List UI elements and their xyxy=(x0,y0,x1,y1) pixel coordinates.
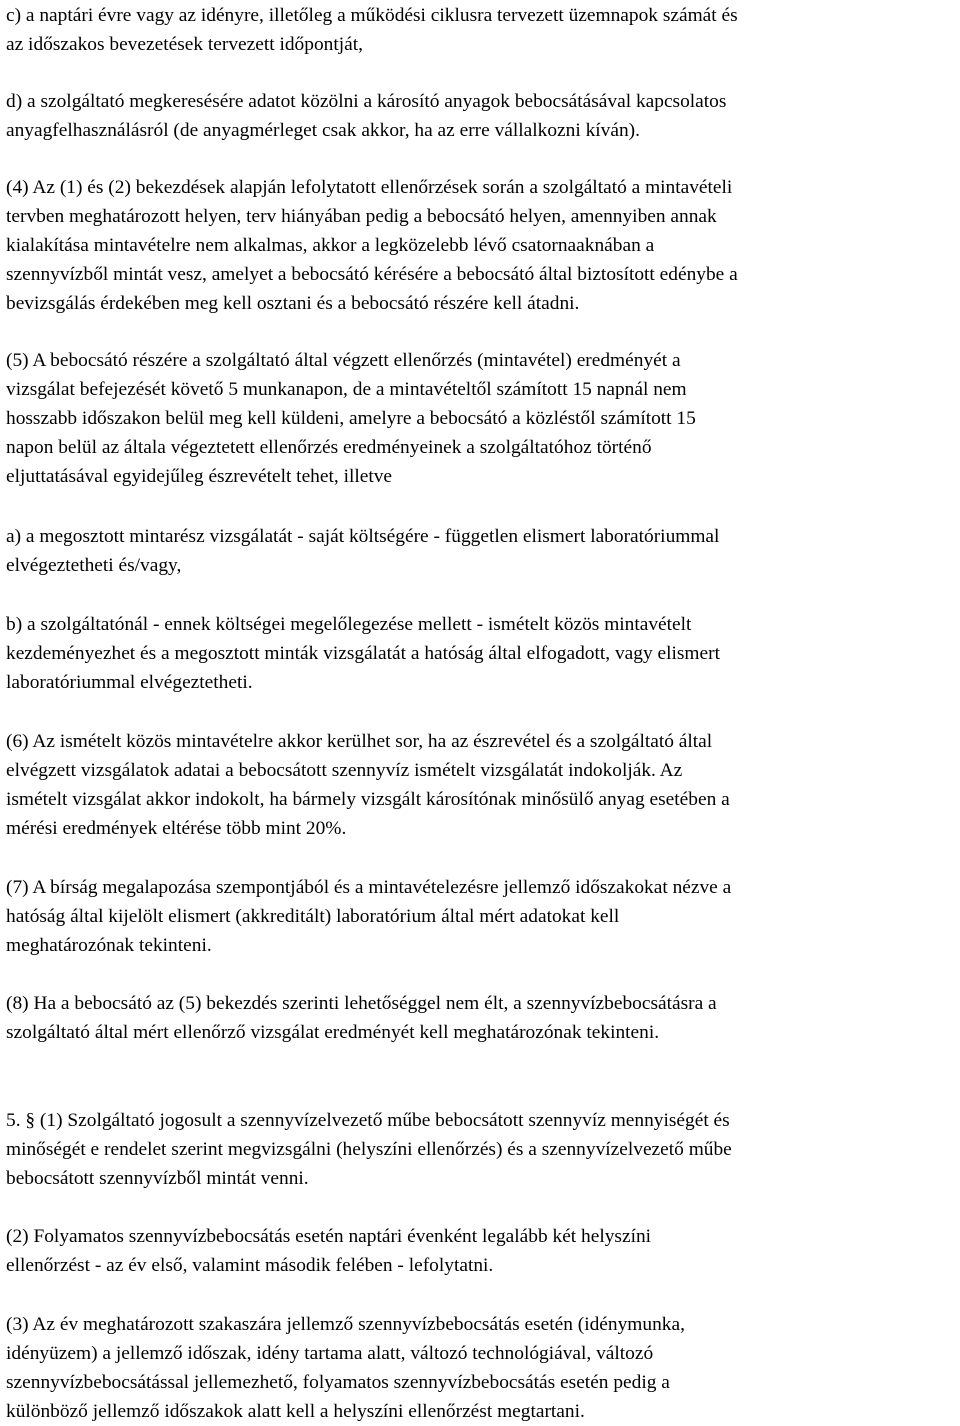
text-line: minőségét e rendelet szerint megvizsgálni (helyszíni ellenőrzés) és a szennyvízelvezető műbe xyxy=(6,1139,732,1160)
paragraph-b-item xyxy=(6,610,958,697)
text-line: eljuttatásával egyidejűleg észrevételt tehet, illetve xyxy=(6,466,393,487)
paragraph-8 xyxy=(6,989,958,1047)
paragraph-section-5-3 xyxy=(6,1310,958,1426)
text-line: idényüzem) a jellemző időszak, idény tartama alatt, változó technológiával, változó xyxy=(6,1343,654,1364)
text-line: bebocsátott szennyvízből mintát venni. xyxy=(6,1168,309,1189)
text-line: hatóság által kijelölt elismert (akkreditált) laboratórium által mért adatokat kell xyxy=(6,906,620,927)
text-line: ellenőrzést - az év első, valamint második felében - lefolytatni. xyxy=(6,1255,494,1276)
text-line: anyagfelhasználásról (de anyagmérleget csak akkor, ha az erre vállalkozni kíván). xyxy=(6,120,640,141)
text-line: vizsgálat befejezését követő 5 munkanapon, de a mintavételtől számított 15 napnál nem xyxy=(6,379,687,400)
paragraph-4 xyxy=(6,173,958,318)
text-line: a) a megosztott mintarész vizsgálatát - saját költségére - független elismert laboratóriummal xyxy=(6,526,720,547)
text-line: 5. § (1) Szolgáltató jogosult a szennyvízelvezető műbe bebocsátott szennyvíz mennyiségét és xyxy=(6,1110,730,1131)
text-line: szolgáltató által mért ellenőrző vizsgálat eredményét kell meghatározónak tekinteni. xyxy=(6,1022,660,1043)
text-line: bevizsgálás érdekében meg kell osztani és a bebocsátó részére kell átadni. xyxy=(6,293,580,314)
text-line: kialakítása mintavételre nem alkalmas, akkor a legközelebb lévő csatornaaknában a xyxy=(6,235,655,256)
text-line: (6) Az ismételt közös mintavételre akkor kerülhet sor, ha az észrevétel és a szolgáltató által xyxy=(6,731,713,752)
text-line: ismételt vizsgálat akkor indokolt, ha bármely vizsgált károsítónak minősülő anyag esetében a xyxy=(6,789,730,810)
text-line: (7) A bírság megalapozása szempontjából és a mintavételezésre jellemző időszakokat nézve a xyxy=(6,877,732,898)
text-line: kezdeményezhet és a megosztott minták vizsgálatát a hatóság által elfogadott, vagy elismert xyxy=(6,643,720,664)
text-line: mérési eredmények eltérése több mint 20%. xyxy=(6,818,347,839)
text-line: (2) Folyamatos szennyvízbebocsátás esetén naptári évenként legalább két helyszíni xyxy=(6,1226,652,1247)
text-line: (8) Ha a bebocsátó az (5) bekezdés szerinti lehetőséggel nem élt, a szennyvízbebocsátásra a xyxy=(6,993,717,1014)
text-line: (5) A bebocsátó részére a szolgáltató által végzett ellenőrzés (mintavétel) eredményét a xyxy=(6,350,681,371)
text-line: (3) Az év meghatározott szakaszára jellemző szennyvízbebocsátás esetén (idénymunka, xyxy=(6,1314,685,1335)
text-line: az időszakos bevezetések tervezett időpontját, xyxy=(6,34,363,55)
text-line: elvégeztetheti és/vagy, xyxy=(6,555,182,576)
text-line: b) a szolgáltatónál - ennek költségei megelőlegezése mellett - ismételt közös mintavételt xyxy=(6,614,692,635)
paragraph-section-5-1 xyxy=(6,1106,958,1193)
text-line: hosszabb időszakon belül meg kell küldeni, amelyre a bebocsátó a közléstől számított 15 xyxy=(6,408,696,429)
text-line: tervben meghatározott helyen, terv hiányában pedig a bebocsátó helyen, amennyiben annak xyxy=(6,206,717,227)
paragraph-d-item xyxy=(6,87,958,145)
paragraph-7 xyxy=(6,873,958,960)
paragraph-a-item xyxy=(6,522,958,580)
text-line: különböző jellemző időszakok alatt kell a helyszíni ellenőrzést megtartani. xyxy=(6,1401,585,1422)
text-line: d) a szolgáltató megkeresésére adatot közölni a károsító anyagok bebocsátásával kapcsolatos xyxy=(6,91,727,112)
text-line: szennyvízből mintát vesz, amelyet a bebocsátó kérésére a bebocsátó által biztosított edénybe a xyxy=(6,264,738,285)
text-line: napon belül az általa végeztetett ellenőrzés eredményeinek a szolgáltatóhoz történő xyxy=(6,437,652,458)
paragraph-6 xyxy=(6,727,958,843)
paragraph-section-5-2 xyxy=(6,1222,958,1280)
text-line: meghatározónak tekinteni. xyxy=(6,935,212,956)
paragraph-5 xyxy=(6,346,958,491)
text-line: c) a naptári évre vagy az idényre, illetőleg a működési ciklusra tervezett üzemnapok számát és xyxy=(6,5,738,26)
text-line: (4) Az (1) és (2) bekezdések alapján lefolytatott ellenőrzések során a szolgáltató a mintavételi xyxy=(6,177,733,198)
text-line: szennyvízbebocsátással jellemezhető, folyamatos szennyvízbebocsátás esetén pedig a xyxy=(6,1372,670,1393)
paragraph-c-item xyxy=(6,1,958,59)
text-line: elvégzett vizsgálatok adatai a bebocsátott szennyvíz ismételt vizsgálatát indokolják. Az xyxy=(6,760,683,781)
text-line: laboratóriummal elvégeztetheti. xyxy=(6,672,253,693)
